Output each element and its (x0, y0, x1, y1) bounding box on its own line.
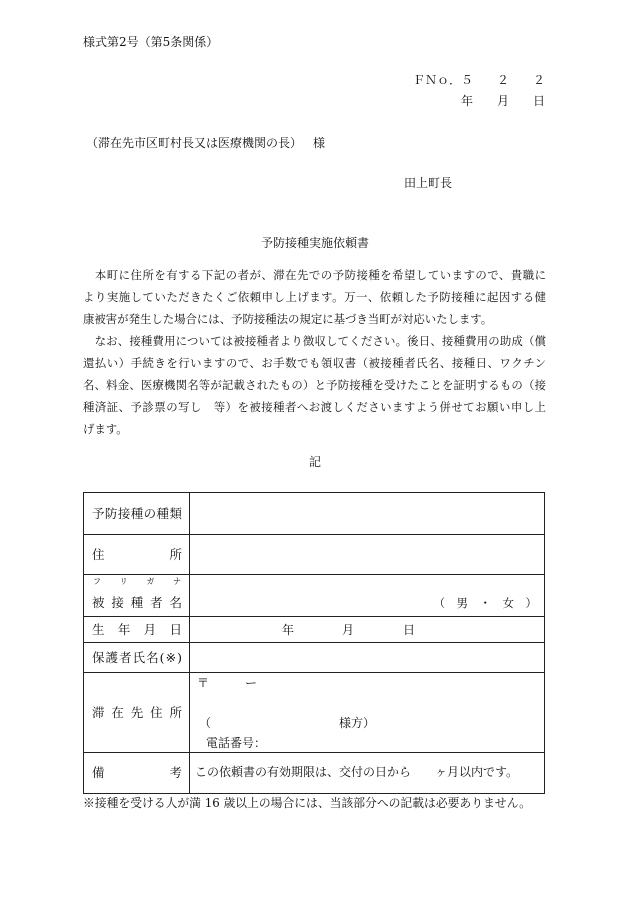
remarks-label (92, 765, 182, 781)
label-cell (84, 617, 190, 642)
label-char: 生 (92, 621, 105, 637)
label-char: 者 (150, 595, 163, 610)
label-char: 接 (111, 595, 124, 610)
footnote: ※接種を受ける人が満 16 歳以上の場合には、当該部分への記載は必要ありません。 (83, 796, 531, 810)
paragraph2-line: 名、料金、医療機関名等が記載されたもの）と予防接種を受けたことを証明するもの（接 (83, 378, 546, 392)
care-of-open: （ (199, 716, 212, 730)
label-char: 在 (111, 704, 124, 720)
form-number: 様式第2号（第5条関係） (83, 35, 219, 49)
paragraph1-line: より実施していただきたくご依頼申し上げます。万一、依頼した予防接種に起因する健 (83, 290, 546, 304)
guardian-label (92, 650, 182, 666)
label-cell (84, 575, 190, 616)
label-char: 保 (92, 649, 105, 665)
document-title: 予防接種実施依頼書 (260, 236, 369, 250)
birth-date-value (190, 617, 544, 642)
stay-address-value (190, 673, 544, 752)
honorific: 様 (313, 136, 326, 150)
row-guardian (84, 643, 544, 673)
label-char: 接 (117, 505, 131, 521)
row-address (84, 535, 544, 575)
label-char: 備 (92, 765, 105, 780)
row-birth-date (84, 617, 544, 643)
sex-options: （ 男 ・ 女 ） (433, 596, 537, 610)
reference-number: ＦＮｏ．５ ２ ２ (412, 73, 545, 87)
label-char: 滞 (92, 704, 105, 720)
name-value (190, 575, 544, 616)
phone-label: 電話番号： (206, 736, 267, 750)
label-char: 種 (130, 505, 144, 521)
row-remarks (84, 753, 544, 793)
ki-heading: 記 (308, 455, 321, 469)
birth-month-unit: 月 (342, 623, 355, 637)
label-char: 所 (169, 704, 182, 720)
furigana-label (93, 577, 181, 587)
birth-date-label (92, 622, 182, 638)
label-char: 先 (130, 704, 144, 720)
addressee: （滞在先市区町村長又は医療機関の長） (86, 136, 303, 150)
paragraph2-line: なお、接種費用については被接種者より徴収してください。後日、接種費用の助成（償 (83, 334, 546, 348)
label-cell (84, 643, 190, 672)
label-char: フ (93, 577, 101, 586)
label-cell (84, 493, 190, 534)
paragraph2-line: げます。 (83, 422, 128, 436)
label-char: 氏 (132, 649, 146, 665)
label-char: 種 (130, 595, 144, 610)
label-char: 名 (146, 649, 159, 665)
label-char: の (143, 505, 157, 521)
name-label (92, 595, 182, 611)
label-cell (84, 535, 190, 574)
guardian-value (190, 643, 544, 672)
postal-code-mark: 〒 ー (197, 676, 258, 690)
paragraph1-line: 本町に住所を有する下記の者が、滞在先での予防接種を希望していますので、貴職に (83, 268, 546, 282)
label-char: 月 (143, 621, 157, 637)
request-form-table (83, 492, 545, 794)
label-char: ガ (146, 577, 155, 586)
label-char: 種 (156, 505, 170, 521)
remarks-value (190, 753, 544, 793)
label-char: 予 (92, 505, 105, 521)
row-vaccine-type (84, 493, 544, 535)
stay-address-label (92, 705, 182, 721)
label-char: ナ (172, 577, 181, 586)
label-char: 住 (92, 546, 105, 562)
paragraph1-line: 康被害が発生した場合には、予防接種法の規定に基づき当町が対応いたします。 (83, 312, 493, 326)
label-char: 日 (169, 621, 182, 637)
label-char: 年 (117, 621, 131, 637)
vaccine-type-label (92, 506, 182, 522)
body-text (83, 264, 546, 440)
sender: 田上町長 (404, 176, 453, 190)
label-char: 所 (169, 546, 182, 562)
paragraph2-line: 種済証、予診票の写し 等）を被接種者へお渡しくださいますよう併せてお願い申し上 (83, 400, 546, 414)
label-char: 者 (119, 649, 132, 665)
label-char: 護 (105, 649, 119, 665)
birth-day-unit: 日 (403, 623, 416, 637)
label-char: 考 (169, 765, 182, 780)
paragraph2-line: 還払い）手続きを行いますので、お手数でも領収書（被接種者氏名、接種日、ワクチン (83, 356, 546, 370)
label-char: ) (177, 649, 182, 665)
label-cell (84, 673, 190, 752)
care-of-close: 様方） (339, 716, 376, 730)
issue-date: 年 月 日 (460, 94, 545, 108)
label-char: 類 (169, 505, 182, 521)
label-char: 住 (150, 704, 163, 720)
label-char: 防 (104, 505, 118, 521)
address-label (92, 547, 182, 563)
label-char: 名 (169, 595, 182, 610)
address-value (190, 535, 544, 574)
label-cell (84, 753, 190, 793)
label-char: ※ (165, 649, 177, 665)
label-char: リ (119, 577, 128, 586)
label-char: 被 (92, 595, 105, 610)
row-name (84, 575, 544, 617)
vaccine-type-value (190, 493, 544, 534)
label-char: ( (159, 649, 165, 665)
birth-year-unit: 年 (282, 623, 295, 637)
remarks-text: この依頼書の有効期限は、交付の日から ヶ月以内です。 (195, 765, 519, 779)
row-stay-address (84, 673, 544, 753)
